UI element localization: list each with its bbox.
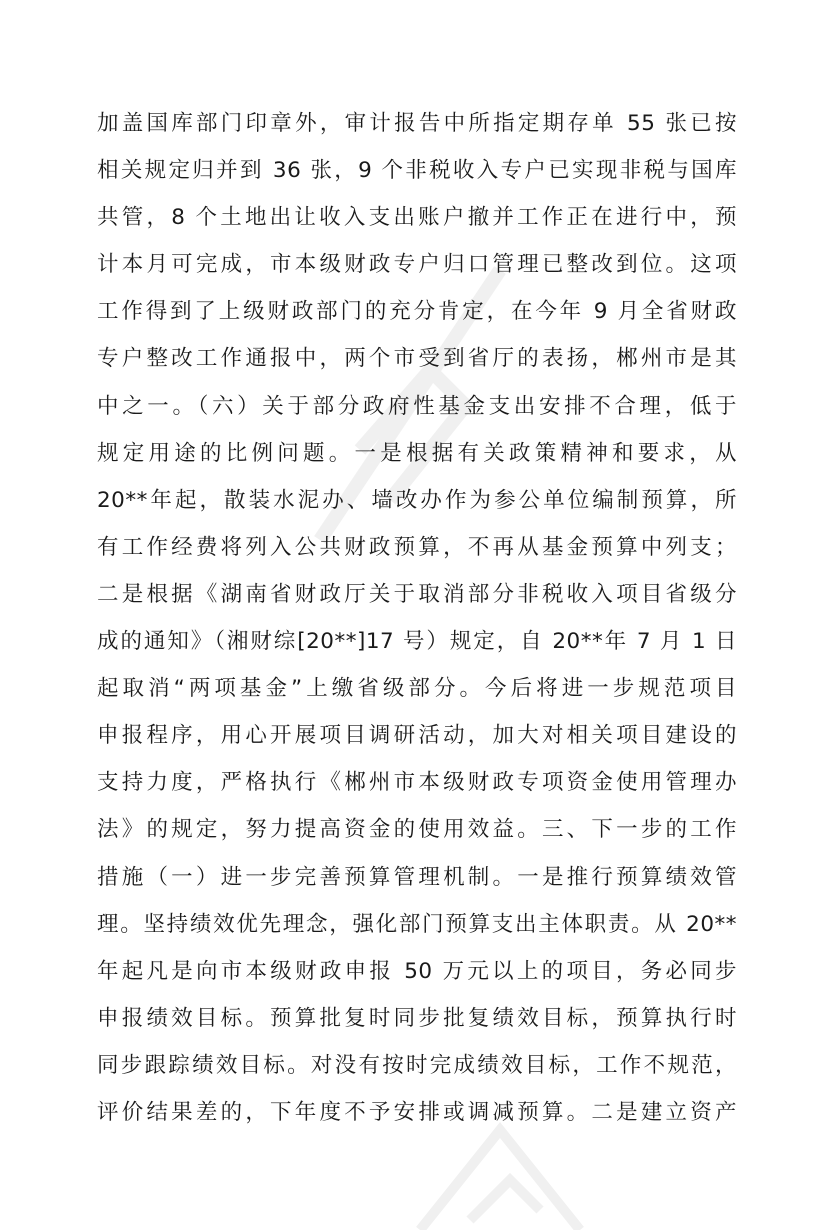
text-line: 计本月可完成，市本级财政专户归口管理已整改到位。这项 [97,252,737,278]
text-line: 年起凡是向市本级财政申报 50 万元以上的项目，务必同步 [97,958,737,984]
text-line: 专户整改工作通报中，两个市受到省厅的表扬，郴州市是其 [97,346,737,372]
text-line: 法》的规定，努力提高资金的使用效益。三、下一步的工作 [97,817,737,843]
text-line: 相关规定归并到 36 张，9 个非税收入专户已实现非税与国库 [97,158,737,184]
text-line: 申报程序，用心开展项目调研活动，加大对相关项目建设的 [97,723,737,749]
document-body [97,106,737,1142]
text-line: 二是根据《湖南省财政厅关于取消部分非税收入项目省级分 [97,581,737,607]
text-line: 评价结果差的，下年度不予安排或调减预算。二是建立资产 [97,1099,737,1125]
text-line: 20**年起，散装水泥办、墙改办作为参公单位编制预算，所 [97,487,737,513]
text-line: 措施（一）进一步完善预算管理机制。一是推行预算绩效管 [97,864,737,890]
text-line: 有工作经费将列入公共财政预算，不再从基金预算中列支； [97,534,737,560]
text-line: 成的通知》（湘财综[20**]17 号）规定，自 20**年 7 月 1 日 [97,629,737,655]
text-line: 支持力度，严格执行《郴州市本级财政专项资金使用管理办 [97,770,737,796]
text-line: 理。坚持绩效优先理念，强化部门预算支出主体职责。从 20** [97,911,737,937]
text-line: 申报绩效目标。预算批复时同步批复绩效目标，预算执行时 [97,1005,737,1031]
text-line: 加盖国库部门印章外，审计报告中所指定期存单 55 张已按 [97,111,737,136]
text-line: 规定用途的比例问题。一是根据有关政策精神和要求，从 [97,440,737,466]
text-line: 同步跟踪绩效目标。对没有按时完成绩效目标，工作不规范， [97,1052,737,1078]
text-line: 共管，8 个土地出让收入支出账户撤并工作正在进行中，预 [97,205,737,231]
text-line: 起取消“两项基金”上缴省级部分。今后将进一步规范项目 [97,676,737,702]
text-line: 工作得到了上级财政部门的充分肯定，在今年 9 月全省财政 [97,299,737,325]
text-line: 中之一。（六）关于部分政府性基金支出安排不合理，低于 [97,393,737,419]
